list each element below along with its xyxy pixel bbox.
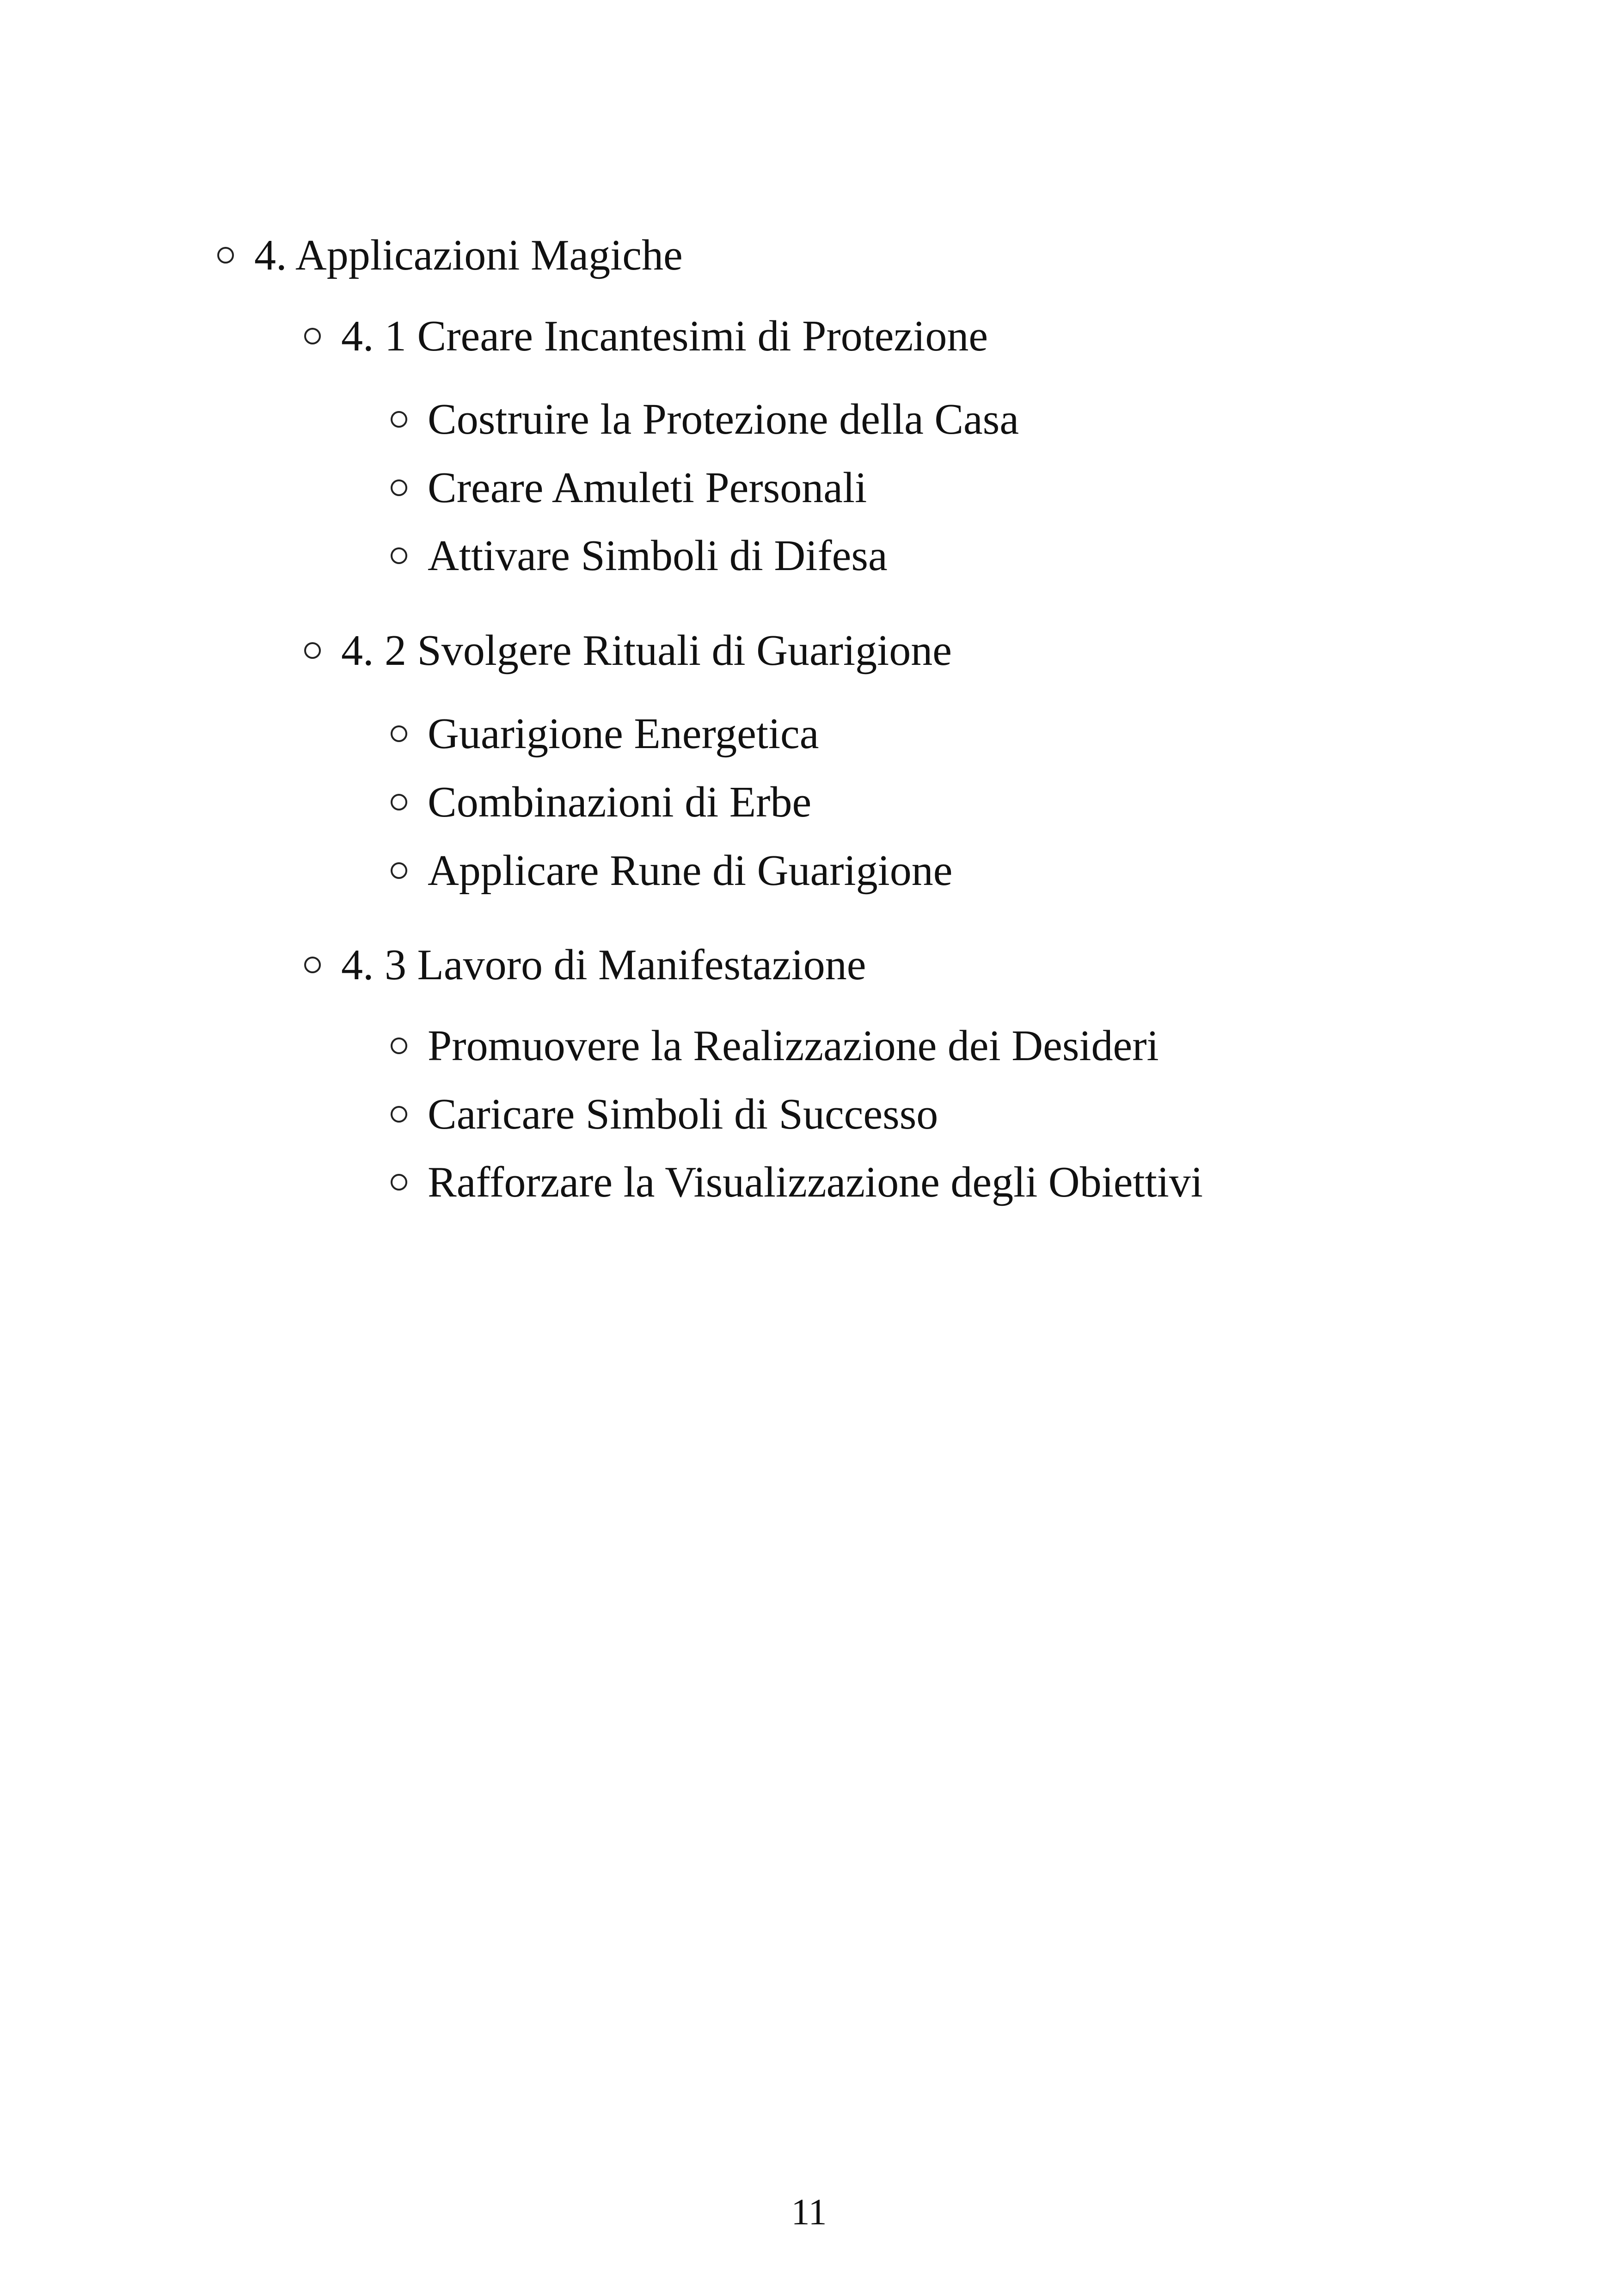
hollow-circle-bullet-icon [391,1037,407,1054]
hollow-circle-bullet-icon [391,794,407,810]
outline-level1-item [217,233,683,277]
page-number: 11 [791,2192,827,2233]
list-item-text: Guarigione Energetica [428,710,819,758]
outline-section-heading [304,943,866,987]
hollow-circle-bullet-icon [304,328,321,344]
list-item-text: Caricare Simboli di Successo [428,1090,938,1138]
section-title: 4. 3 Lavoro di Manifestazione [341,941,866,989]
list-item-text: Attivare Simboli di Difesa [428,532,888,580]
hollow-circle-bullet-icon [391,1174,407,1191]
hollow-circle-bullet-icon [217,247,234,264]
outline-list-item [391,1160,1203,1204]
outline-list-item [391,1090,938,1138]
hollow-circle-bullet-icon [304,957,321,973]
outline-section-heading [304,314,988,358]
list-item-text: Costruire la Protezione della Casa [428,395,1019,443]
hollow-circle-bullet-icon [391,479,407,496]
list-item-text: Promuovere la Realizzazione dei Desideri [428,1022,1159,1070]
hollow-circle-bullet-icon [391,1106,407,1123]
hollow-circle-bullet-icon [391,547,407,564]
list-item-text: Rafforzare la Visualizzazione degli Obiettivi [428,1158,1203,1206]
outline-list-item [391,395,1019,443]
hollow-circle-bullet-icon [391,411,407,428]
section-title: 4. 1 Creare Incantesimi di Protezione [341,312,988,360]
outline-list-item [391,532,888,580]
outline-list-item [391,466,867,510]
list-item-text: Combinazioni di Erbe [428,778,812,826]
hollow-circle-bullet-icon [304,642,321,659]
outline-section-heading [304,626,952,675]
hollow-circle-bullet-icon [391,725,407,742]
list-item-text: Creare Amuleti Personali [428,464,867,512]
section-title: 4. 2 Svolgere Rituali di Guarigione [341,626,952,675]
outline-list-item [391,1024,1159,1068]
outline-list-item [391,847,953,895]
outline-list-item [391,780,811,824]
hollow-circle-bullet-icon [391,862,407,879]
list-item-text: Applicare Rune di Guarigione [428,847,953,895]
chapter-title: 4. Applicazioni Magiche [254,231,683,279]
outline-list-item [391,710,819,758]
